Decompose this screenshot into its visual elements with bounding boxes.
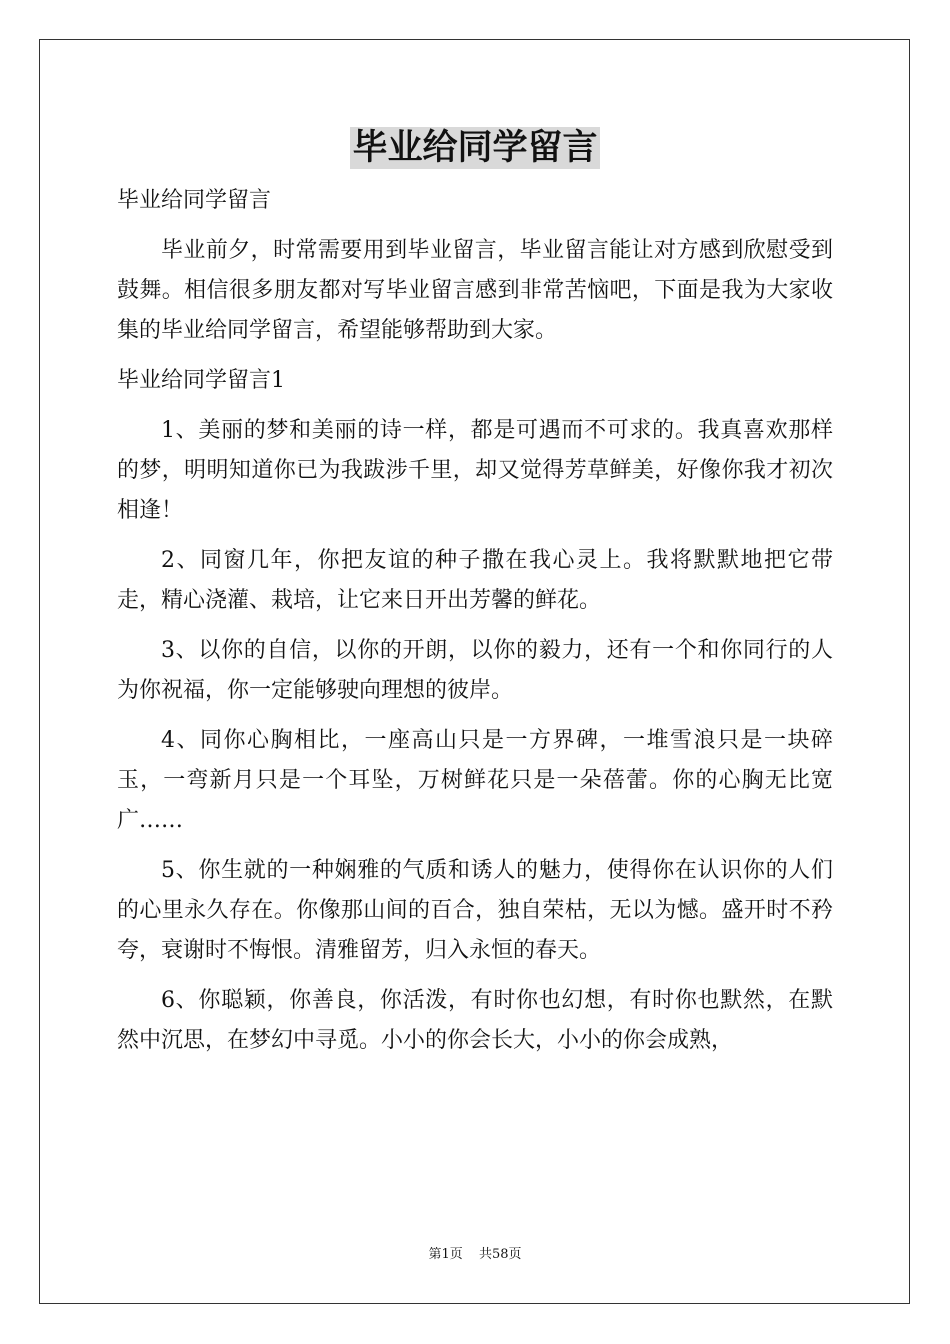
page-footer: [0, 1246, 950, 1264]
document-subtitle: 毕业给同学留言: [117, 188, 272, 213]
list-item: 2、同窗几年，你把友谊的种子撒在我心灵上。我将默默地把它带走，精心浇灌、栽培，让它来日开出芳馨的鲜花。: [117, 548, 833, 613]
list-item: 6、你聪颖，你善良，你活泼，有时你也幻想，有时你也默然，在默然中沉思，在梦幻中寻觅。小小的你会长大，小小的你会成熟，: [117, 988, 833, 1053]
intro-paragraph: 毕业前夕，时常需要用到毕业留言，毕业留言能让对方感到欣慰受到鼓舞。相信很多朋友都对写毕业留言感到非常苦恼吧，下面是我为大家收集的毕业给同学留言，希望能够帮助到大家。: [117, 238, 833, 343]
page-number-total: 共58页: [478, 1247, 522, 1262]
section-heading: 毕业给同学留言1: [117, 368, 285, 393]
list-item: 3、以你的自信，以你的开朗，以你的毅力，还有一个和你同行的人为你祝福，你一定能够驶向理想的彼岸。: [117, 638, 833, 703]
document-body: [117, 125, 833, 1071]
list-item: 1、美丽的梦和美丽的诗一样，都是可遇而不可求的。我真喜欢那样的梦，明明知道你已为我跋涉千里，却又觉得芳草鲜美，好像你我才初次相逢！: [117, 418, 833, 523]
list-item: 5、你生就的一种娴雅的气质和诱人的魅力，使得你在认识你的人们的心里永久存在。你像那山间的百合，独自荣枯，无以为憾。盛开时不矜夸，衰谢时不悔恨。清雅留芳，归入永恒的春天。: [117, 858, 833, 963]
document-title: [117, 125, 833, 171]
page-number-current: 第1页: [428, 1247, 463, 1262]
document-title-text: 毕业给同学留言: [352, 127, 598, 168]
list-item: 4、同你心胸相比，一座高山只是一方界碑，一堆雪浪只是一块碎玉，一弯新月只是一个耳坠，万树鲜花只是一朵蓓蕾。你的心胸无比宽广……: [117, 728, 833, 833]
